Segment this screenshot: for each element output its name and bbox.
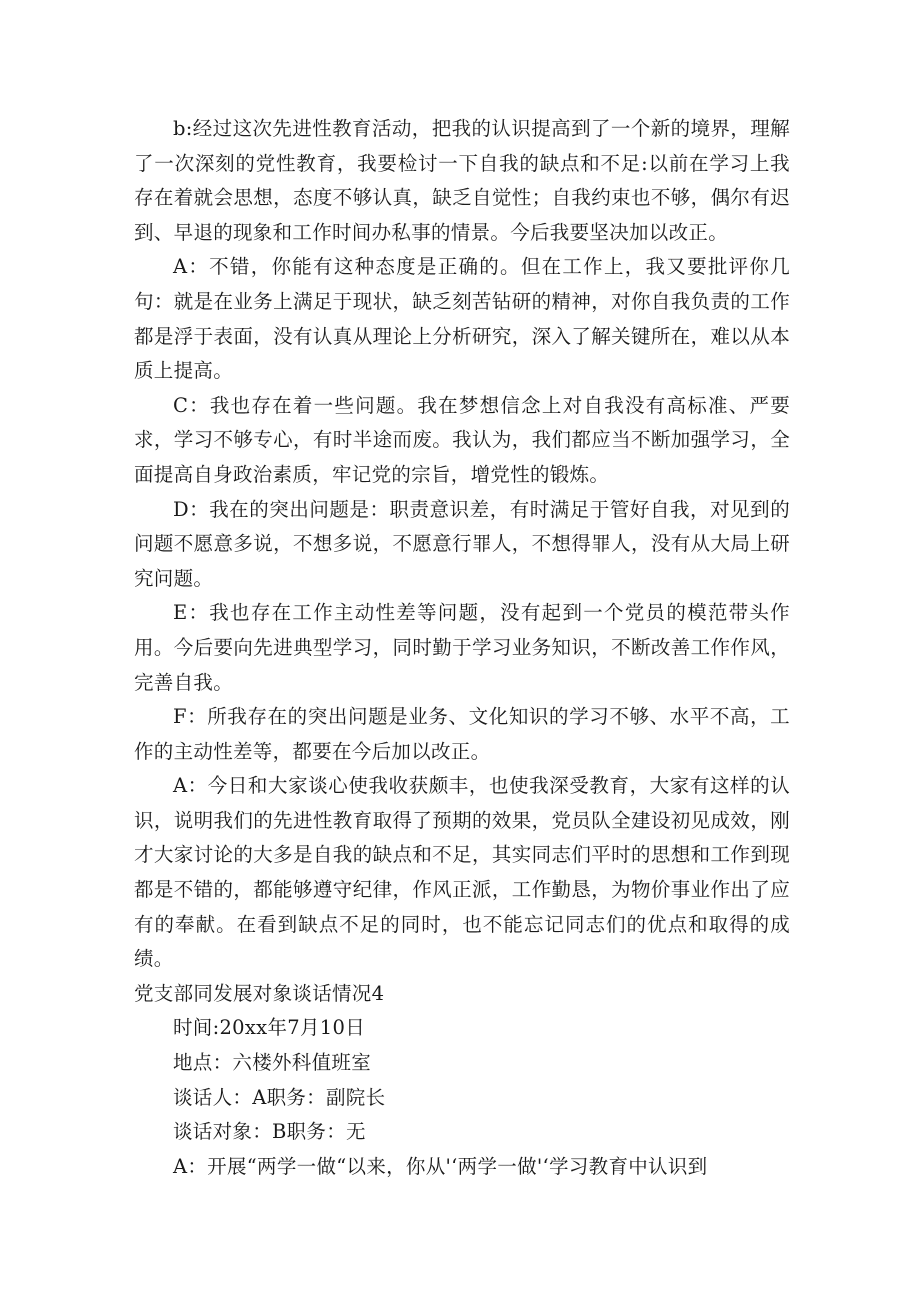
paragraph-c: C：我也存在着一些问题。我在梦想信念上对自我没有高标准、严要求，学习不够专心，有时半途而废。我认为，我们都应当不断加强学习，全面提高自身政治素质，牢记党的宗旨，增党性的锻炼。 <box>134 393 790 486</box>
meeting-location: 地点：六楼外科值班室 <box>173 1051 372 1075</box>
document-page <box>134 112 790 1184</box>
section-heading: 党支部同发展对象谈话情况4 <box>134 981 385 1005</box>
paragraph-a3: A：开展“两学一做“以来，你从'‘两学一做'‘学习教育中认识到 <box>173 1154 708 1178</box>
interviewer: 谈话人：A职务：副院长 <box>173 1085 386 1109</box>
paragraph-b: b:经过这次先进性教育活动，把我的认识提高到了一个新的境界，理解了一次深刻的党性教育，我要检讨一下自我的缺点和不足:以前在学习上我存在着就会思想，态度不够认真，缺乏自觉性；自我约束也不够，偶尔有迟到、早退的现象和工作时间办私事的情景。今后我要坚决加以改正。 <box>134 117 790 244</box>
paragraph-a1: A：不错，你能有这种态度是正确的。但在工作上，我又要批评你几句：就是在业务上满足于现状，缺乏刻苦钻研的精神，对你自我负责的工作都是浮于表面，没有认真从理论上分析研究，深入了解关键所在，难以从本质上提高。 <box>134 255 790 383</box>
paragraph-a2: A：今日和大家谈心使我收获颇丰，也使我深受教育，大家有这样的认识，说明我们的先进性教育取得了预期的效果，党员队全建设初见成效，刚才大家讨论的大多是自我的缺点和不足，其实同志们平时的思想和工作到现都是不错的，都能够遵守纪律，作风正派，工作勤恳，为物价事业作出了应有的奉献。在看到缺点不足的同时，也不能忘记同志们的优点和取得的成绩。 <box>134 774 790 971</box>
paragraph-f: F：所我存在的突出问题是业务、文化知识的学习不够、水平不高，工作的主动性差等，都要在今后加以改正。 <box>134 705 790 763</box>
meeting-time: 时间:20xx年7月10日 <box>173 1016 365 1040</box>
paragraph-e: E：我也存在工作主动性差等问题，没有起到一个党员的模范带头作用。今后要向先进典型学习，同时勤于学习业务知识，不断改善工作作风，完善自我。 <box>134 601 790 694</box>
paragraph-d: D：我在的突出问题是：职责意识差，有时满足于管好自我，对见到的问题不愿意多说，不想多说，不愿意行罪人，不想得罪人，没有从大局上研究问题。 <box>134 497 790 590</box>
interviewee: 谈话对象：B职务：无 <box>173 1120 366 1144</box>
